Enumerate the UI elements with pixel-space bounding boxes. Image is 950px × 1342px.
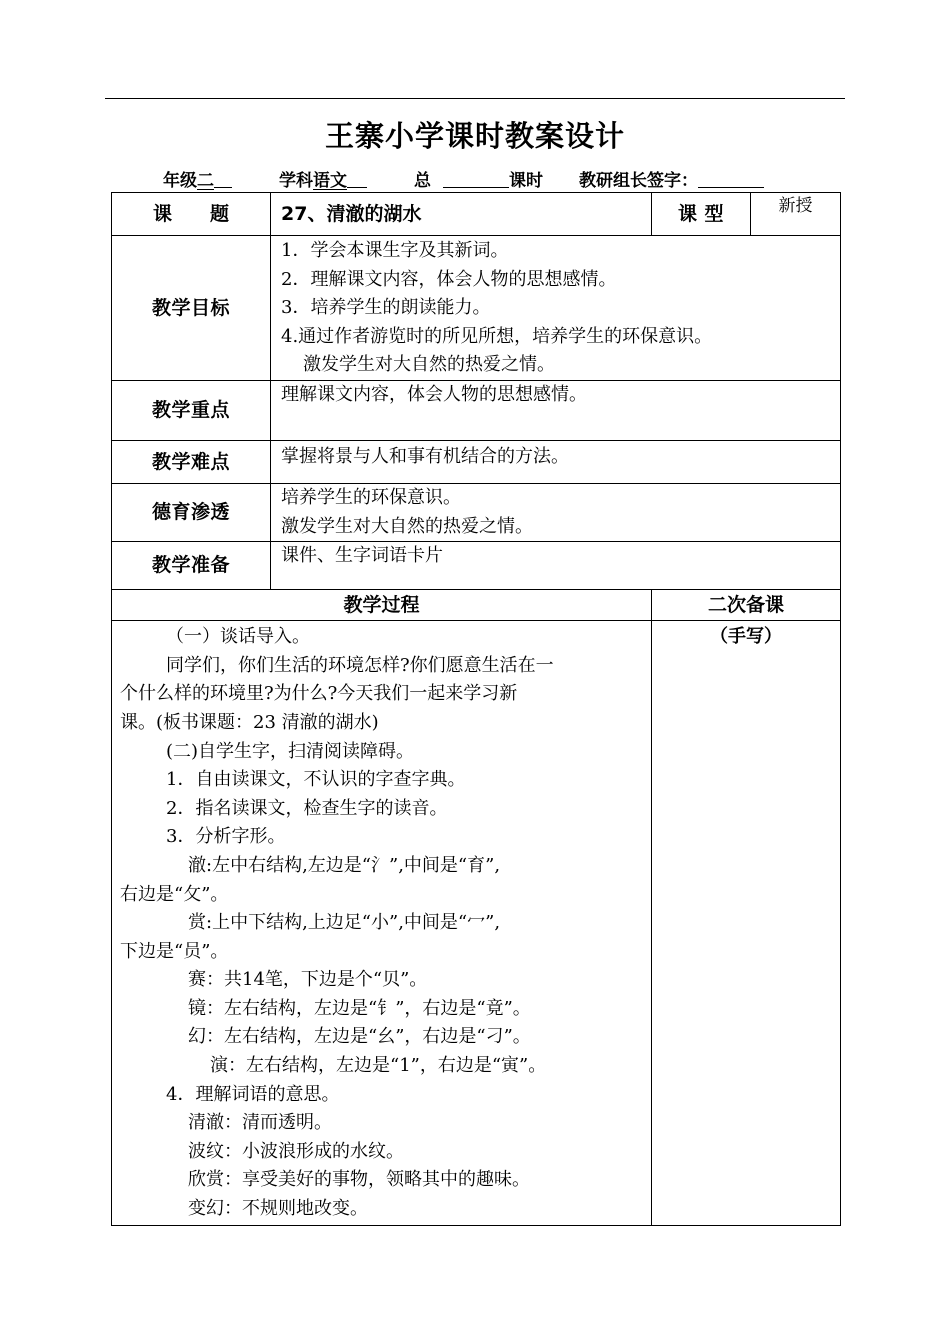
page-title: 王寨小学课时教案设计 [324,119,625,153]
difficulty-row [112,440,841,483]
moral-row [112,483,841,541]
signature-label: 教研组长签字： [579,171,698,191]
type-label: 课 型 [652,193,751,236]
key-point-row [112,380,841,440]
revision-note: （手写） [652,621,841,1226]
goals-list [271,236,841,381]
process-line: (二)自学生字，扫清阅读障碍。 [166,740,415,762]
grade-field [163,166,232,191]
process-line: 下边是“员”。 [120,940,229,962]
difficulty-label: 教学难点 [112,440,271,483]
process-line: 幻：左右结构，左边是“幺”，右边是“刁”。 [188,1026,531,1048]
grade-value: 二 [197,171,214,191]
goal-item: 3．培养学生的朗读能力。 [281,297,491,319]
process-line: 清澈：清而透明。 [188,1112,332,1134]
process-line: 1．自由读课文，不认识的字查字典。 [166,769,466,791]
process-line: 演：左右结构，左边是“1”，右边是“寅”。 [210,1055,547,1077]
type-value: 新授 [751,193,841,236]
process-header: 教学过程 [112,590,652,621]
process-line: 波纹：小波浪形成的水纹。 [188,1140,404,1162]
process-line: 课。(板书课题：23 清澈的湖水) [120,711,379,733]
total-label: 总 [414,171,431,191]
process-line: 变幻：不规则地改变。 [188,1198,368,1220]
process-line: 同学们，你们生活的环境怎样?你们愿意生活在一 [166,654,554,676]
process-line: 澈:左中右结构,左边是“氵”,中间是“育”, [188,854,501,876]
header-rule [105,98,845,99]
goal-item: 2．理解课文内容，体会人物的思想感情。 [281,268,617,290]
subject-label: 学科 [279,171,313,191]
grade-blank [214,171,232,188]
process-body-row [112,621,841,1226]
difficulty-value: 掌握将景与人和事有机结合的方法。 [271,440,841,483]
process-line: 个什么样的环境里?为什么?今天我们一起来学习新 [120,683,518,705]
process-line: 4．理解词语的意思。 [166,1083,340,1105]
subject-field [279,166,367,191]
process-header-row [112,590,841,621]
period-label: 课时 [509,171,543,191]
period-blank [443,171,509,188]
moral-list [271,483,841,541]
process-line: （一）谈话导入。 [166,626,310,648]
lesson-plan-table [111,192,841,1226]
moral-label: 德育渗透 [112,483,271,541]
topic-value: 27、清澈的湖水 [271,193,652,236]
goals-label: 教学目标 [112,236,271,381]
process-line: 赏:上中下结构,上边足“小”,中间是“冖”, [188,912,501,934]
revision-header: 二次备课 [652,590,841,621]
goal-item: 1．学会本课生字及其新词。 [281,240,509,261]
key-point-value: 理解课文内容，体会人物的思想感情。 [271,380,841,440]
process-line: 3．分析字形。 [166,826,286,848]
moral-item: 激发学生对大自然的热爱之情。 [281,515,533,537]
goals-row [112,236,841,381]
signature-field [579,166,764,191]
process-line: 右边是“攵”。 [120,883,229,905]
process-line: 欣赏：享受美好的事物，领略其中的趣味。 [188,1169,530,1191]
topic-row [112,193,841,236]
goal-item: 4.通过作者游览时的所见所想，培养学生的环保意识。 [281,325,713,347]
subject-blank [347,171,367,188]
key-point-label: 教学重点 [112,380,271,440]
prep-row [112,542,841,590]
period-field [443,166,543,191]
topic-label: 课 题 [112,193,271,236]
process-line: 镜：左右结构，左边是“钅”，右边是“竟”。 [188,997,531,1019]
goal-item: 激发学生对大自然的热爱之情。 [303,354,555,376]
subject-value: 语文 [313,171,347,191]
grade-label: 年级 [163,171,197,191]
total-field [414,166,431,191]
prep-value: 课件、生字词语卡片 [271,542,841,590]
moral-item: 培养学生的环保意识。 [281,486,461,508]
process-line: 赛：共14笔，下边是个“贝”。 [188,969,428,991]
signature-blank [698,171,764,188]
prep-label: 教学准备 [112,542,271,590]
process-line: 2．指名读课文，检查生字的读音。 [166,797,448,819]
process-content [112,621,652,1226]
